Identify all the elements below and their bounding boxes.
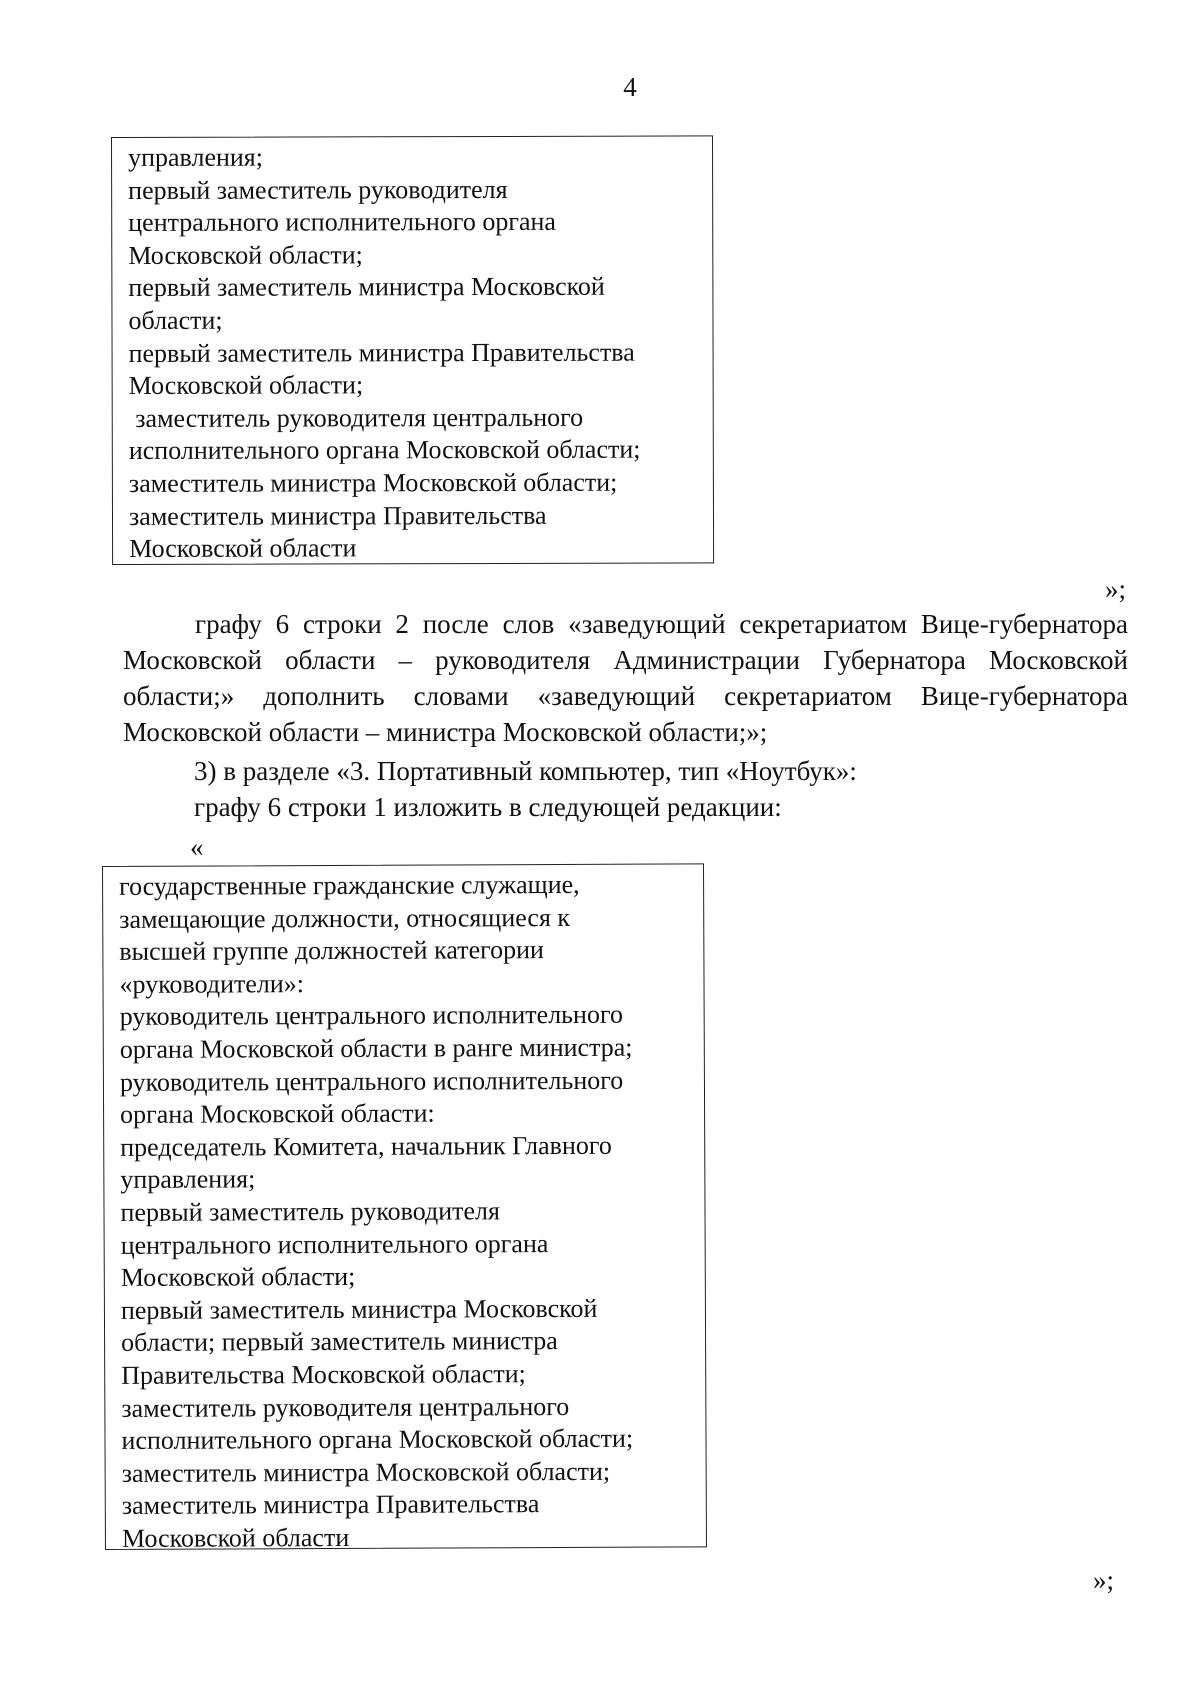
box-1-line: Московской области;	[128, 240, 363, 270]
box-1-line: Московской области;	[128, 370, 364, 401]
box-1-line: управления;	[128, 142, 264, 172]
box-1-line: центрального исполнительного органа	[128, 207, 556, 238]
box-2-line: первый заместитель руководителя	[120, 1196, 500, 1227]
box-2-line: органа Московской области в ранге министра;	[119, 1032, 633, 1064]
box-2-line: заместитель руководителя центрального	[121, 1391, 570, 1423]
box-2-line: Московской области;	[120, 1262, 356, 1293]
paragraph-section-3: 3) в разделе «3. Портативный компьютер, тип «Ноутбук»:	[194, 756, 857, 786]
box-1-line: исполнительного органа Московской области;	[128, 434, 641, 466]
box-2-line: заместитель министра Правительства	[121, 1489, 540, 1521]
box-1-line: заместитель министра Московской области;	[128, 467, 618, 498]
box-2-line: первый заместитель министра Московской	[120, 1293, 598, 1325]
box-2-line: Московской области	[121, 1522, 350, 1553]
box-2-line: исполнительного органа Московской области;	[121, 1423, 634, 1456]
paragraph-amendment-row-1: графу 6 строки 1 изложить в следующей редакции:	[194, 792, 782, 822]
box-2-line: области; первый заместитель министра	[121, 1326, 558, 1358]
box-2-line: государственные гражданские служащие,	[119, 869, 580, 901]
box-1-line: Московской области	[129, 533, 357, 564]
box-2-line: центрального исполнительного органа	[120, 1228, 549, 1260]
opening-quote: «	[190, 832, 204, 862]
page-number: 4	[623, 72, 637, 102]
box-2-line: руководитель центрального исполнительного	[119, 1065, 624, 1097]
box-1-line: области;	[128, 305, 223, 335]
box-2-line: замещающие должности, относящиеся к	[119, 902, 571, 934]
paragraph-amendment-row-2: графу 6 строки 2 после слов «заведующий секретариатом Вице-губернатора Московской области – руководителя Администрации Губернатора Московской области;» дополнить словами «заведующий секретариатом Вице-губернатора Московской области – министра Московской области;»;	[123, 609, 1128, 747]
box-2-line: высшей группе должностей категории	[119, 935, 544, 967]
box-2-line: органа Московской области:	[120, 1098, 435, 1130]
box-1-line: первый заместитель руководителя	[128, 174, 508, 205]
box-2-line: управления;	[120, 1164, 256, 1195]
box-1-line: заместитель руководителя центрального	[128, 402, 584, 433]
box-2-line: заместитель министра Московской области;	[121, 1456, 611, 1488]
box-1-line: первый заместитель министра Правительства	[128, 337, 635, 368]
box-2-line: руководитель центрального исполнительного	[119, 1000, 623, 1032]
closing-quote-1: »;	[1105, 574, 1127, 604]
box-2-line: «руководители»:	[119, 968, 305, 999]
box-2-line: Правительства Московской области;	[121, 1359, 526, 1390]
box-1-line: первый заместитель министра Московской	[128, 272, 605, 303]
box-2-line: председатель Комитета, начальник Главного	[120, 1130, 612, 1162]
table-cell-box-2	[102, 863, 707, 1553]
table-cell-box-1	[111, 135, 714, 565]
box-1-line: заместитель министра Правительства	[128, 500, 547, 531]
closing-quote-2: »;	[1093, 1565, 1115, 1595]
